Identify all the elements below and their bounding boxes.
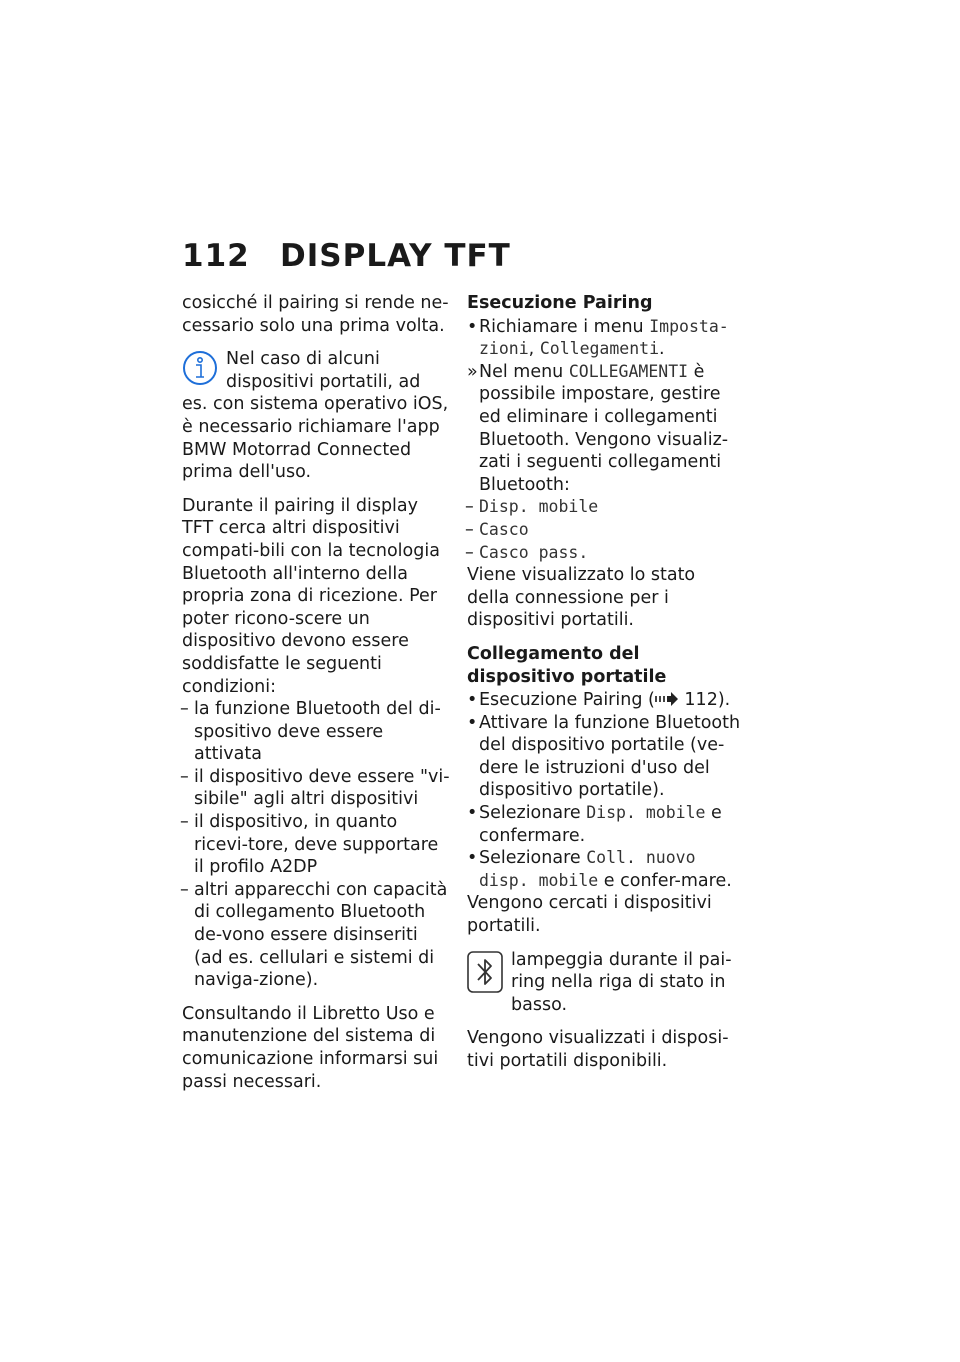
intro-paragraph: cosicché il pairing si rende ne-cessario solo una prima volta. [182,293,449,336]
step-suffix: . [659,339,665,360]
arrow-reference-icon [655,690,679,704]
closing-paragraph: Consultando il Libretto Uso e manutenzione del sistema di comunicazione informarsi sui passi necessari. [182,1003,439,1092]
list-item [467,542,743,565]
list-item: • Attivare la funzione Bluetooth del dispositivo portatile (ve-dere le istruzioni d'uso del dispositivo portatile). [467,712,743,802]
list-item [467,847,743,892]
left-column [182,292,450,1104]
list-item: – altri apparecchi con capacità di collegamento Bluetooth de-vono essere disinseriti (ad es. cellulari e sistemi di naviga-zione). [182,879,450,992]
connect-steps [467,689,743,892]
step-text: Selezionare [479,848,581,869]
search-paragraph: Vengono cercati i dispositivi portatili. [467,893,712,937]
list-item: – la funzione Bluetooth del di-spositivo deve essere attivata [182,698,450,766]
step-text: Selezionare [479,803,581,824]
info-icon [182,350,218,393]
connection-name: Casco [479,519,529,539]
final-paragraph: Vengono visualizzati i disposi-tivi portatili disponibili. [467,1028,729,1071]
page-reference: 112). [684,690,731,711]
connection-name: Casco pass. [479,542,589,562]
list-item [467,496,743,519]
page-title: DISPLAY TFT [280,238,511,274]
step-text: Esecuzione Pairing ( [479,690,655,711]
section-heading-connect: Collegamento del dispositivo portatile [467,643,667,687]
step-suffix: e confermare. [479,803,722,846]
connection-name: Disp. mobile [479,497,599,517]
menu-name: Collegamenti [539,339,660,359]
menu-name: Imposta-zioni [479,316,729,359]
section-heading-pairing: Esecuzione Pairing [467,293,653,313]
info-note [182,348,450,484]
page-number: 112 [182,238,250,274]
info-note-text: Nel caso di alcuni dispositivi portatili, ad es. con sistema operativo iOS, è necessario richiamare l'app BMW Motorrad Connected prima dell'uso. [182,349,449,483]
menu-name: Disp. mobile [586,803,706,823]
list-item: – il dispositivo, in quanto ricevi-tore, deve supportare il profilo A2DP [182,811,450,879]
result-item [467,361,743,497]
right-column [467,292,743,1084]
separator: , [528,339,535,360]
connections-list [467,496,743,564]
pairing-paragraph: Durante il pairing il display TFT cerca altri dispositivi compati-bili con la tecnologia Bluetooth all'interno della propria zona di ricezione. Per poter ricono-scere un dispositivo devono essere soddisfatte le seguenti condizioni: [182,495,440,697]
bluetooth-note-text: lampeggia durante il pai-ring nella riga di stato in basso. [511,949,732,1015]
menu-name: COLLEGAMENTI [568,361,689,381]
list-item [467,316,743,361]
list-item [467,802,743,847]
bluetooth-icon [467,951,503,1000]
result-text: è possibile impostare, gestire ed eliminare i collegamenti Bluetooth. Vengono visualiz-zati i seguenti collegamenti Bluetooth: [479,361,729,495]
conditions-list [182,698,450,992]
step-suffix: e confer-mare. [603,870,732,891]
status-paragraph: Viene visualizzato lo stato della connessione per i dispositivi portatili. [467,565,696,631]
pairing-steps [467,316,743,361]
page-header [182,238,742,278]
menu-name: Coll. nuovo disp. mobile [479,848,696,890]
list-item [467,689,743,712]
list-item [467,519,743,542]
step-text: Richiamare i menu [479,316,644,337]
bluetooth-note [467,949,743,1017]
result-mark: » [467,361,478,382]
result-prefix: Nel menu [479,361,564,382]
list-item: – il dispositivo deve essere "vi-sibile" agli altri dispositivi [182,766,450,811]
